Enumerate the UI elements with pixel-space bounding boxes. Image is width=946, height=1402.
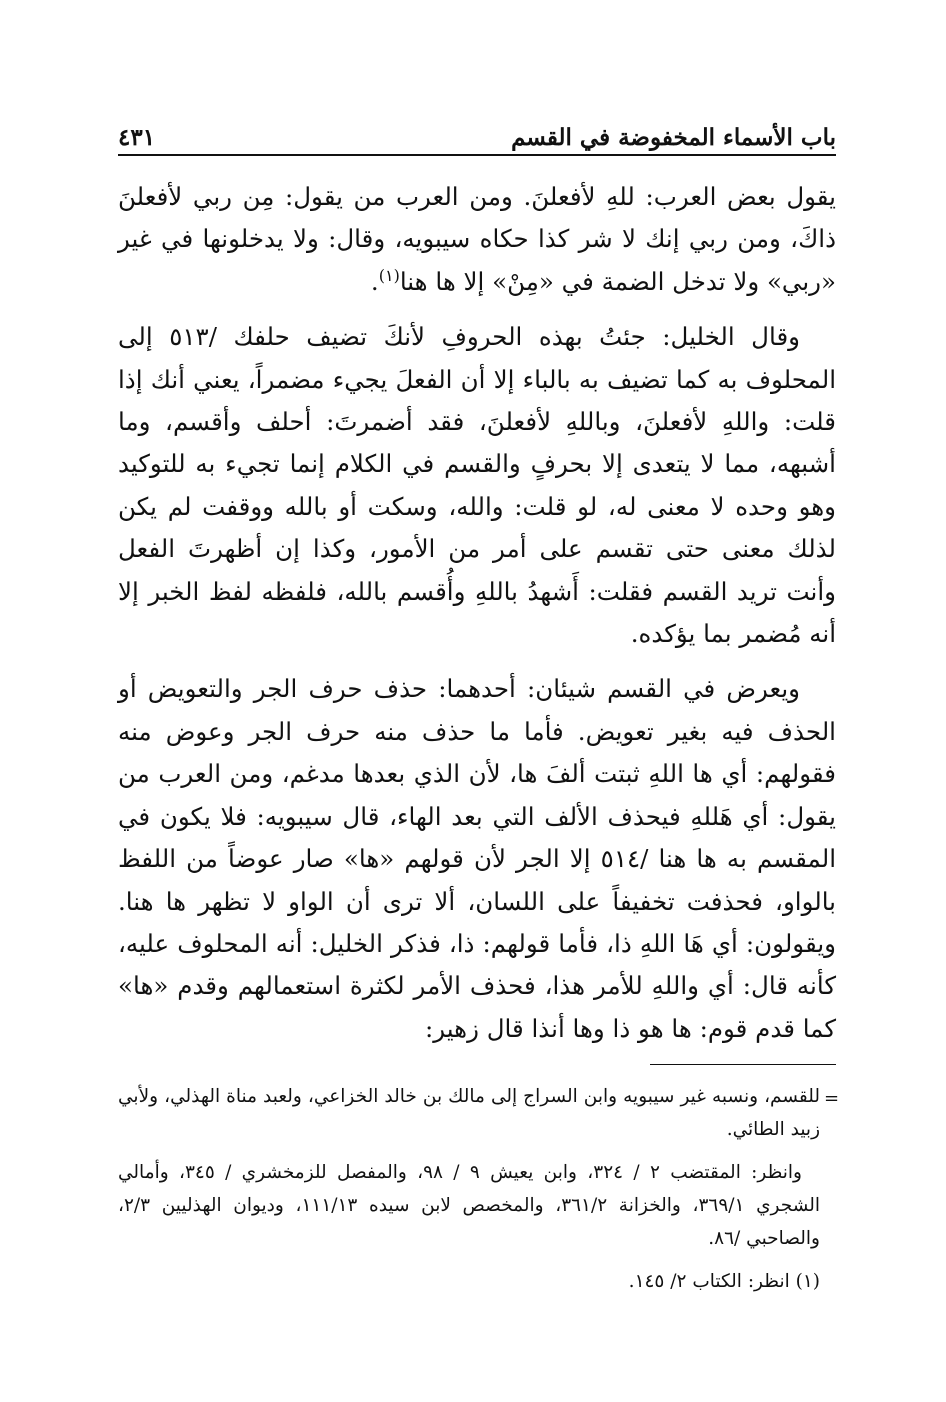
footnote-references: وانظر: المقتضب ٢ / ٣٢٤، وابن يعيش ٩ / ٩٨، والمفصل للزمخشري / ٣٤٥، وأمالي الشجري ٣٦٩/١، والخزانة ٣٦١/٢، والمخصص لابن سيده ١١١/١٣، وديوان الهذليين ٢/٣، والصاحبي /٨٦. <box>118 1162 820 1249</box>
main-text <box>118 176 836 1063</box>
footnotes <box>118 1080 820 1308</box>
paragraph-1-text: يقول بعض العرب: للهِ لأفعلنَ. ومن العرب من يقول: مِن ربي لأفعلنَ ذاكَ، ومن ربي إنك لا شر كذا حكاه سيبويه، وقال: ولا يدخلونها في غير «ربي» ولا تدخل الضمة في «مِنْ» إلا ها هنا <box>118 182 836 296</box>
chapter-title: باب الأسماء المخفوضة في القسم <box>511 124 836 151</box>
paragraph-3: ويعرض في القسم شيئان: أحدهما: حذف حرف الجر والتعويض أو الحذف فيه بغير تعويض. فأما ما حذف منه حرف الجر وعوض منه فقولهم: أي ها اللهِ ثبتت ألفَ ها، لأن الذي بعدها مدغم، ومن العرب من يقول: أي هَللهِ فيحذف الألف التي بعد الهاء، قال سيبويه: فلا يكون في المقسم به ها هنا /٥١٤ إلا الجر لأن قولهم «ها» صار عوضاً من اللفظ بالواو، فحذفت تخفيفاً على اللسان، ألا ترى أن الواو لا تظهر ها هنا. ويقولون: أي هَا اللهِ ذا، فأما قولهم: ذا، فذكر الخليل: أنه المحلوف عليه، كأنه قال: أي واللهِ للأمر هذا، فحذف الأمر لكثرة استعمالهم وقدم «ها» كما قدم قوم: ها هو ذا وها أنذا قال زهير: <box>118 674 836 1043</box>
footnote-continuation-mark: = <box>824 1088 840 1109</box>
footnote-1: (١) انظر: الكتاب ٢/ ١٤٥. <box>628 1271 820 1292</box>
footnote-continuation: للقسم، ونسبه غير سيبويه وابن السراج إلى مالك بن خالد الخزاعي، ولعبد مناة الهذلي، ولأبي زبيد الطائي. <box>118 1086 820 1140</box>
footnote-separator <box>650 1064 836 1065</box>
running-header <box>118 118 836 156</box>
paragraph-2: وقال الخليل: جئتُ بهذه الحروفِ لأنكَ تضيف حلفك /٥١٣ إلى المحلوف به كما تضيف به بالباء إلا أن الفعلَ يجيء مضمراً، يعني أنك إذا قلت: واللهِ لأفعلنَ، وباللهِ لأفعلنَ، فقد أضمرتَ: أحلف وأقسم، وما أشبهه، مما لا يتعدى إلا بحرفٍ والقسم في الكلام إنما تجيء به للتوكيد وهو وحده لا معنى له، لو قلت: والله، وسكت أو بالله ووقفت لم يكن لذلك معنى حتى تقسم على أمر من الأمور، وكذا إن أظهرتَ الفعل وأنت تريد القسم فقلت: أَشهدُ باللهِ وأُقسم بالله، فلفظه لفظ الخبر إلا أنه مُضمر بما يؤكده. <box>118 322 836 649</box>
page-number: ٤٣١ <box>118 124 156 151</box>
paragraph-1-end: . <box>370 266 379 296</box>
paragraph-1 <box>118 176 836 303</box>
footnote-marker-1: (١) <box>378 265 400 285</box>
